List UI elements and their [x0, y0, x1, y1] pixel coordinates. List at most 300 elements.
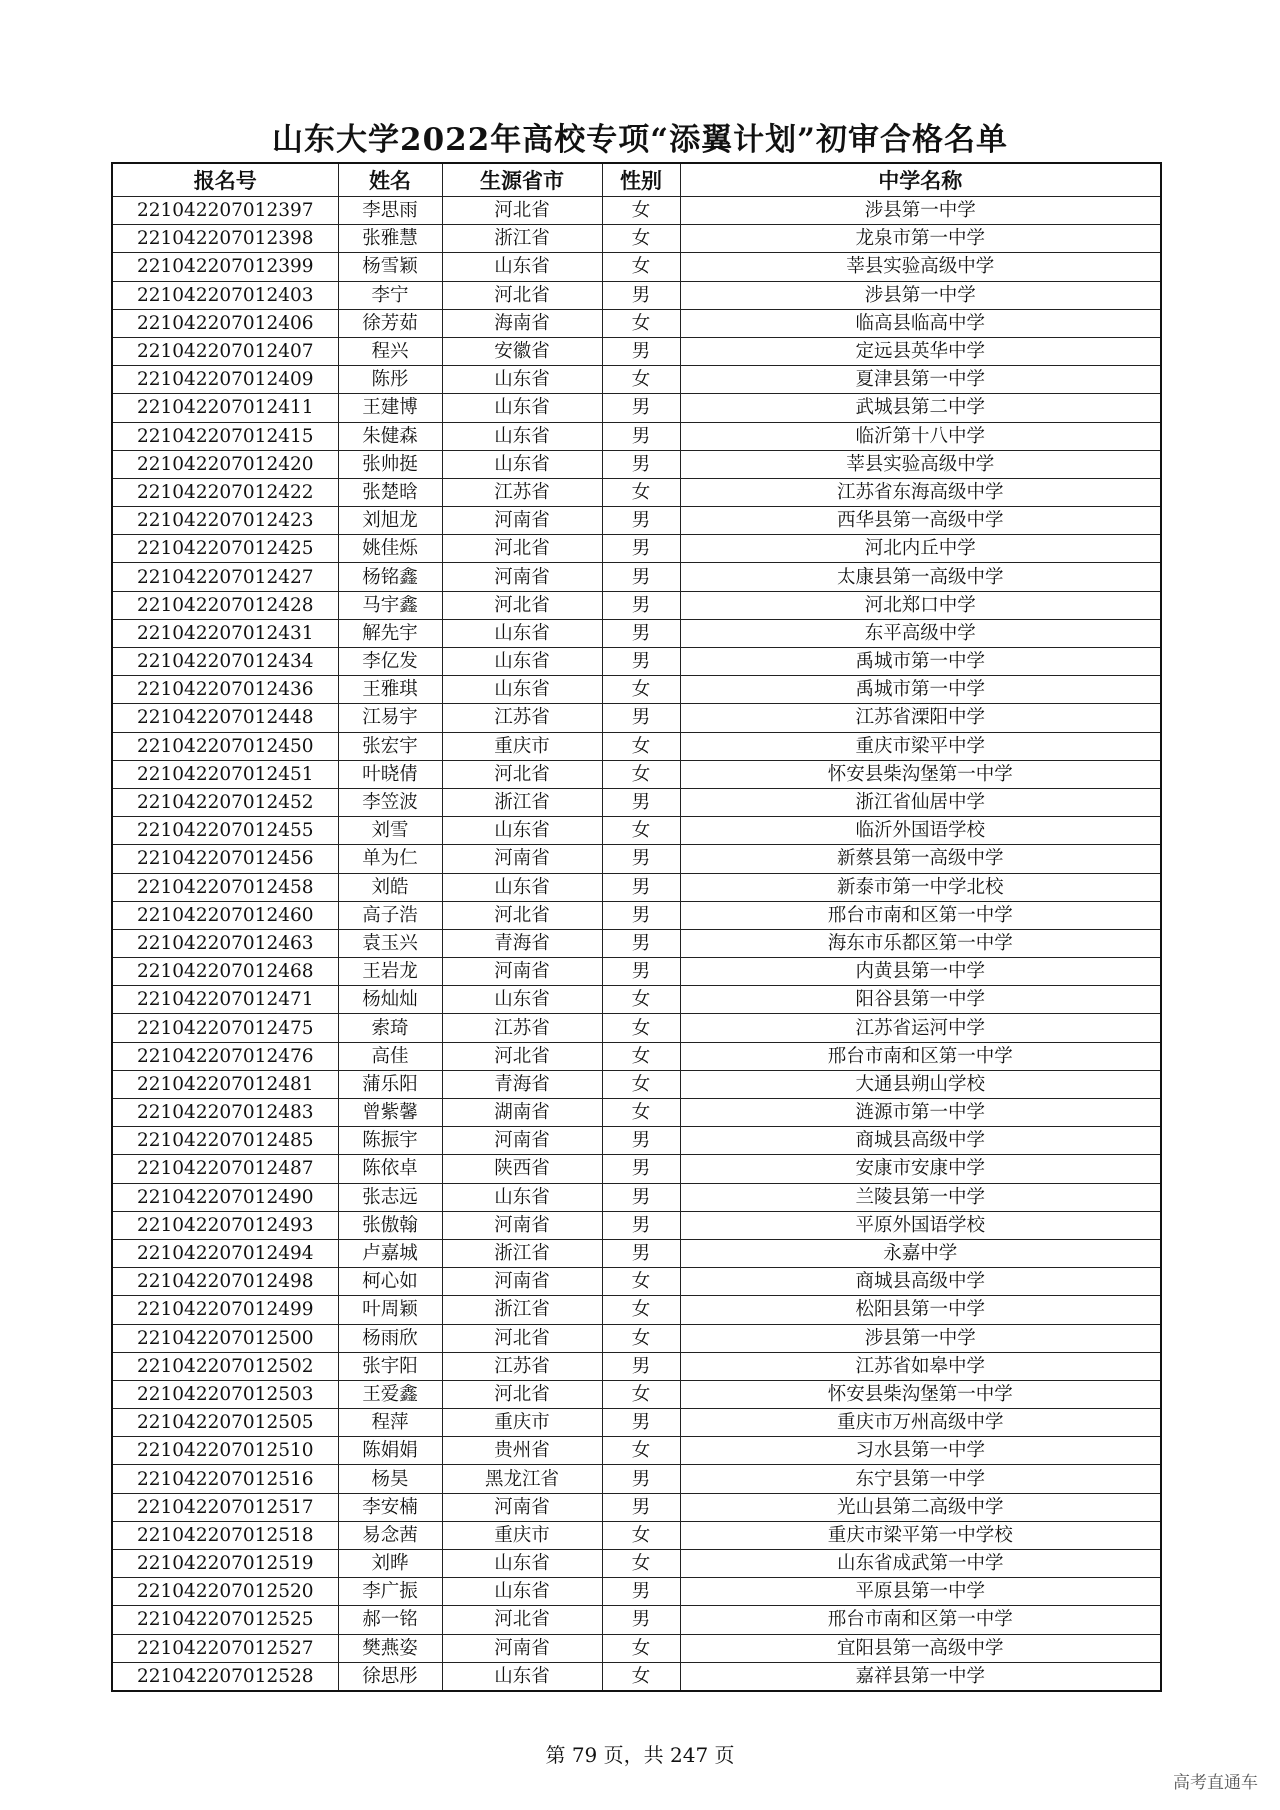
school-cell: 平原外国语学校 — [680, 1211, 1161, 1239]
name-cell: 李亿发 — [338, 648, 442, 676]
table-row — [112, 1042, 1161, 1070]
registration-no-cell: 221042207012493 — [112, 1211, 338, 1239]
school-cell: 莘县实验高级中学 — [680, 450, 1161, 478]
table-row — [112, 1550, 1161, 1578]
registration-no-cell: 221042207012415 — [112, 422, 338, 450]
province-cell: 安徽省 — [442, 337, 602, 365]
table-row — [112, 1099, 1161, 1127]
table-row — [112, 676, 1161, 704]
name-cell: 蒲乐阳 — [338, 1070, 442, 1098]
province-cell: 河南省 — [442, 1127, 602, 1155]
name-cell: 杨铭鑫 — [338, 563, 442, 591]
gender-cell: 女 — [602, 309, 680, 337]
school-cell: 江苏省运河中学 — [680, 1014, 1161, 1042]
school-cell: 习水县第一中学 — [680, 1437, 1161, 1465]
gender-cell: 男 — [602, 1352, 680, 1380]
name-cell: 陈彤 — [338, 366, 442, 394]
gender-cell: 男 — [602, 1211, 680, 1239]
school-cell: 临高县临高中学 — [680, 309, 1161, 337]
school-cell: 安康市安康中学 — [680, 1155, 1161, 1183]
registration-no-cell: 221042207012452 — [112, 788, 338, 816]
name-cell: 王雅琪 — [338, 676, 442, 704]
registration-no-cell: 221042207012463 — [112, 929, 338, 957]
province-cell: 黑龙江省 — [442, 1465, 602, 1493]
name-cell: 张宇阳 — [338, 1352, 442, 1380]
registration-no-cell: 221042207012483 — [112, 1099, 338, 1127]
name-cell: 李宁 — [338, 281, 442, 309]
name-cell: 程萍 — [338, 1409, 442, 1437]
province-cell: 河北省 — [442, 1606, 602, 1634]
school-cell: 邢台市南和区第一中学 — [680, 901, 1161, 929]
registration-no-cell: 221042207012490 — [112, 1183, 338, 1211]
school-cell: 山东省成武第一中学 — [680, 1550, 1161, 1578]
registration-no-cell: 221042207012436 — [112, 676, 338, 704]
gender-cell: 男 — [602, 563, 680, 591]
province-cell: 浙江省 — [442, 1296, 602, 1324]
table-row — [112, 253, 1161, 281]
gender-cell: 男 — [602, 1578, 680, 1606]
province-cell: 河南省 — [442, 845, 602, 873]
table-row — [112, 1183, 1161, 1211]
province-cell: 山东省 — [442, 873, 602, 901]
table-row — [112, 1409, 1161, 1437]
name-cell: 樊燕姿 — [338, 1634, 442, 1662]
school-cell: 浙江省仙居中学 — [680, 788, 1161, 816]
table-row — [112, 929, 1161, 957]
gender-cell: 男 — [602, 1183, 680, 1211]
province-cell: 河南省 — [442, 1268, 602, 1296]
name-cell: 杨雨欣 — [338, 1324, 442, 1352]
gender-cell: 女 — [602, 676, 680, 704]
school-cell: 西华县第一高级中学 — [680, 507, 1161, 535]
school-cell: 永嘉中学 — [680, 1239, 1161, 1267]
table-row — [112, 450, 1161, 478]
school-cell: 禹城市第一中学 — [680, 648, 1161, 676]
table-row — [112, 1521, 1161, 1549]
school-cell: 邢台市南和区第一中学 — [680, 1606, 1161, 1634]
gender-cell: 女 — [602, 366, 680, 394]
registration-no-cell: 221042207012399 — [112, 253, 338, 281]
table-row — [112, 366, 1161, 394]
name-cell: 陈依卓 — [338, 1155, 442, 1183]
gender-cell: 男 — [602, 1127, 680, 1155]
table-header-row — [112, 163, 1161, 197]
gender-cell: 男 — [602, 788, 680, 816]
name-cell: 李安楠 — [338, 1493, 442, 1521]
school-cell: 商城县高级中学 — [680, 1268, 1161, 1296]
table-row — [112, 507, 1161, 535]
name-cell: 易念茜 — [338, 1521, 442, 1549]
table-row — [112, 1437, 1161, 1465]
registration-no-cell: 221042207012398 — [112, 225, 338, 253]
province-cell: 重庆市 — [442, 1521, 602, 1549]
table-row — [112, 337, 1161, 365]
school-cell: 河北郑口中学 — [680, 591, 1161, 619]
province-cell: 山东省 — [442, 619, 602, 647]
gender-cell: 女 — [602, 1550, 680, 1578]
gender-cell: 女 — [602, 1268, 680, 1296]
school-cell: 武城县第二中学 — [680, 394, 1161, 422]
table-row — [112, 1296, 1161, 1324]
gender-cell: 男 — [602, 1493, 680, 1521]
province-cell: 山东省 — [442, 1662, 602, 1691]
gender-cell: 女 — [602, 253, 680, 281]
registration-no-cell: 221042207012481 — [112, 1070, 338, 1098]
candidate-table — [111, 162, 1162, 1692]
table-row — [112, 704, 1161, 732]
table-row — [112, 591, 1161, 619]
province-cell: 河南省 — [442, 958, 602, 986]
table-row — [112, 309, 1161, 337]
name-cell: 李广振 — [338, 1578, 442, 1606]
name-cell: 高佳 — [338, 1042, 442, 1070]
province-cell: 山东省 — [442, 450, 602, 478]
registration-no-cell: 221042207012520 — [112, 1578, 338, 1606]
name-cell: 马宇鑫 — [338, 591, 442, 619]
school-cell: 平原县第一中学 — [680, 1578, 1161, 1606]
gender-cell: 女 — [602, 1324, 680, 1352]
column-header-name: 姓名 — [338, 163, 442, 197]
name-cell: 杨雪颖 — [338, 253, 442, 281]
registration-no-cell: 221042207012485 — [112, 1127, 338, 1155]
school-cell: 江苏省如皋中学 — [680, 1352, 1161, 1380]
registration-no-cell: 221042207012431 — [112, 619, 338, 647]
registration-no-cell: 221042207012456 — [112, 845, 338, 873]
table-row — [112, 901, 1161, 929]
registration-no-cell: 221042207012397 — [112, 197, 338, 225]
table-row — [112, 1324, 1161, 1352]
registration-no-cell: 221042207012434 — [112, 648, 338, 676]
registration-no-cell: 221042207012525 — [112, 1606, 338, 1634]
gender-cell: 男 — [602, 958, 680, 986]
table-row — [112, 1662, 1161, 1691]
school-cell: 怀安县柴沟堡第一中学 — [680, 1380, 1161, 1408]
table-row — [112, 1014, 1161, 1042]
table-row — [112, 1465, 1161, 1493]
province-cell: 山东省 — [442, 1183, 602, 1211]
column-header-registration-no: 报名号 — [112, 163, 338, 197]
school-cell: 涉县第一中学 — [680, 197, 1161, 225]
province-cell: 浙江省 — [442, 788, 602, 816]
registration-no-cell: 221042207012458 — [112, 873, 338, 901]
table-row — [112, 1211, 1161, 1239]
province-cell: 山东省 — [442, 676, 602, 704]
school-cell: 太康县第一高级中学 — [680, 563, 1161, 591]
school-cell: 夏津县第一中学 — [680, 366, 1161, 394]
registration-no-cell: 221042207012406 — [112, 309, 338, 337]
registration-no-cell: 221042207012498 — [112, 1268, 338, 1296]
watermark-text: 高考直通车 — [1173, 1773, 1258, 1793]
name-cell: 徐芳茹 — [338, 309, 442, 337]
registration-no-cell: 221042207012451 — [112, 760, 338, 788]
registration-no-cell: 221042207012428 — [112, 591, 338, 619]
page-title: 山东大学2022年高校专项“添翼计划”初审合格名单 — [272, 122, 1008, 158]
table-row — [112, 1127, 1161, 1155]
name-cell: 杨昊 — [338, 1465, 442, 1493]
registration-no-cell: 221042207012423 — [112, 507, 338, 535]
province-cell: 江苏省 — [442, 1352, 602, 1380]
name-cell: 索琦 — [338, 1014, 442, 1042]
province-cell: 山东省 — [442, 253, 602, 281]
registration-no-cell: 221042207012455 — [112, 817, 338, 845]
name-cell: 张傲翰 — [338, 1211, 442, 1239]
name-cell: 江易宇 — [338, 704, 442, 732]
name-cell: 朱健森 — [338, 422, 442, 450]
registration-no-cell: 221042207012500 — [112, 1324, 338, 1352]
registration-no-cell: 221042207012510 — [112, 1437, 338, 1465]
table-row — [112, 1070, 1161, 1098]
table-row — [112, 563, 1161, 591]
province-cell: 重庆市 — [442, 732, 602, 760]
gender-cell: 女 — [602, 1521, 680, 1549]
name-cell: 姚佳烁 — [338, 535, 442, 563]
name-cell: 张志远 — [338, 1183, 442, 1211]
table-row — [112, 986, 1161, 1014]
registration-no-cell: 221042207012518 — [112, 1521, 338, 1549]
school-cell: 临沂第十八中学 — [680, 422, 1161, 450]
table-row — [112, 1493, 1161, 1521]
gender-cell: 男 — [602, 873, 680, 901]
name-cell: 李思雨 — [338, 197, 442, 225]
school-cell: 松阳县第一中学 — [680, 1296, 1161, 1324]
registration-no-cell: 221042207012468 — [112, 958, 338, 986]
province-cell: 河北省 — [442, 535, 602, 563]
province-cell: 河南省 — [442, 507, 602, 535]
gender-cell: 男 — [602, 591, 680, 619]
province-cell: 河南省 — [442, 1634, 602, 1662]
gender-cell: 女 — [602, 225, 680, 253]
gender-cell: 男 — [602, 281, 680, 309]
gender-cell: 女 — [602, 1296, 680, 1324]
name-cell: 王岩龙 — [338, 958, 442, 986]
province-cell: 河北省 — [442, 281, 602, 309]
gender-cell: 女 — [602, 1634, 680, 1662]
gender-cell: 女 — [602, 986, 680, 1014]
name-cell: 曾紫馨 — [338, 1099, 442, 1127]
registration-no-cell: 221042207012407 — [112, 337, 338, 365]
registration-no-cell: 221042207012425 — [112, 535, 338, 563]
registration-no-cell: 221042207012494 — [112, 1239, 338, 1267]
column-header-province: 生源省市 — [442, 163, 602, 197]
page-number: 第 79 页，共 247 页 — [545, 1743, 735, 1767]
name-cell: 张帅挺 — [338, 450, 442, 478]
table-row — [112, 225, 1161, 253]
gender-cell: 女 — [602, 732, 680, 760]
name-cell: 王爱鑫 — [338, 1380, 442, 1408]
province-cell: 青海省 — [442, 929, 602, 957]
school-cell: 光山县第二高级中学 — [680, 1493, 1161, 1521]
province-cell: 河北省 — [442, 901, 602, 929]
name-cell: 刘旭龙 — [338, 507, 442, 535]
table-row — [112, 1268, 1161, 1296]
province-cell: 山东省 — [442, 817, 602, 845]
registration-no-cell: 221042207012427 — [112, 563, 338, 591]
table-row — [112, 197, 1161, 225]
table-row — [112, 394, 1161, 422]
table-row — [112, 1239, 1161, 1267]
school-cell: 商城县高级中学 — [680, 1127, 1161, 1155]
school-cell: 涉县第一中学 — [680, 281, 1161, 309]
school-cell: 宜阳县第一高级中学 — [680, 1634, 1161, 1662]
gender-cell: 男 — [602, 648, 680, 676]
school-cell: 东宁县第一中学 — [680, 1465, 1161, 1493]
school-cell: 大通县朔山学校 — [680, 1070, 1161, 1098]
gender-cell: 女 — [602, 1437, 680, 1465]
school-cell: 禹城市第一中学 — [680, 676, 1161, 704]
province-cell: 河南省 — [442, 1493, 602, 1521]
school-cell: 邢台市南和区第一中学 — [680, 1042, 1161, 1070]
gender-cell: 男 — [602, 619, 680, 647]
registration-no-cell: 221042207012403 — [112, 281, 338, 309]
gender-cell: 男 — [602, 450, 680, 478]
gender-cell: 男 — [602, 394, 680, 422]
gender-cell: 女 — [602, 1042, 680, 1070]
province-cell: 山东省 — [442, 648, 602, 676]
school-cell: 临沂外国语学校 — [680, 817, 1161, 845]
table-row — [112, 535, 1161, 563]
province-cell: 湖南省 — [442, 1099, 602, 1127]
school-cell: 新泰市第一中学北校 — [680, 873, 1161, 901]
name-cell: 刘雪 — [338, 817, 442, 845]
table-row — [112, 958, 1161, 986]
registration-no-cell: 221042207012519 — [112, 1550, 338, 1578]
province-cell: 河南省 — [442, 1211, 602, 1239]
name-cell: 张宏宇 — [338, 732, 442, 760]
province-cell: 海南省 — [442, 309, 602, 337]
registration-no-cell: 221042207012460 — [112, 901, 338, 929]
province-cell: 陕西省 — [442, 1155, 602, 1183]
name-cell: 卢嘉城 — [338, 1239, 442, 1267]
registration-no-cell: 221042207012420 — [112, 450, 338, 478]
province-cell: 江苏省 — [442, 704, 602, 732]
province-cell: 浙江省 — [442, 225, 602, 253]
gender-cell: 女 — [602, 1070, 680, 1098]
gender-cell: 男 — [602, 929, 680, 957]
table-row — [112, 1155, 1161, 1183]
name-cell: 单为仁 — [338, 845, 442, 873]
school-cell: 涉县第一中学 — [680, 1324, 1161, 1352]
gender-cell: 男 — [602, 1409, 680, 1437]
school-cell: 怀安县柴沟堡第一中学 — [680, 760, 1161, 788]
school-cell: 河北内丘中学 — [680, 535, 1161, 563]
gender-cell: 男 — [602, 337, 680, 365]
school-cell: 重庆市梁平第一中学校 — [680, 1521, 1161, 1549]
province-cell: 山东省 — [442, 986, 602, 1014]
school-cell: 重庆市万州高级中学 — [680, 1409, 1161, 1437]
table-row — [112, 619, 1161, 647]
gender-cell: 男 — [602, 422, 680, 450]
province-cell: 青海省 — [442, 1070, 602, 1098]
registration-no-cell: 221042207012422 — [112, 478, 338, 506]
province-cell: 河南省 — [442, 563, 602, 591]
province-cell: 山东省 — [442, 422, 602, 450]
school-cell: 兰陵县第一中学 — [680, 1183, 1161, 1211]
province-cell: 山东省 — [442, 1550, 602, 1578]
registration-no-cell: 221042207012450 — [112, 732, 338, 760]
name-cell: 陈娟娟 — [338, 1437, 442, 1465]
school-cell: 内黄县第一中学 — [680, 958, 1161, 986]
table-row — [112, 1578, 1161, 1606]
table-row — [112, 1606, 1161, 1634]
school-cell: 涟源市第一中学 — [680, 1099, 1161, 1127]
table-row — [112, 732, 1161, 760]
table-row — [112, 1380, 1161, 1408]
gender-cell: 男 — [602, 1239, 680, 1267]
name-cell: 陈振宇 — [338, 1127, 442, 1155]
table-row — [112, 788, 1161, 816]
school-cell: 嘉祥县第一中学 — [680, 1662, 1161, 1691]
name-cell: 袁玉兴 — [338, 929, 442, 957]
gender-cell: 女 — [602, 197, 680, 225]
province-cell: 山东省 — [442, 394, 602, 422]
province-cell: 河北省 — [442, 591, 602, 619]
column-header-gender: 性别 — [602, 163, 680, 197]
gender-cell: 女 — [602, 760, 680, 788]
gender-cell: 女 — [602, 1662, 680, 1691]
registration-no-cell: 221042207012476 — [112, 1042, 338, 1070]
gender-cell: 男 — [602, 1465, 680, 1493]
registration-no-cell: 221042207012411 — [112, 394, 338, 422]
school-cell: 重庆市梁平中学 — [680, 732, 1161, 760]
name-cell: 张雅慧 — [338, 225, 442, 253]
gender-cell: 男 — [602, 535, 680, 563]
province-cell: 江苏省 — [442, 478, 602, 506]
name-cell: 徐思彤 — [338, 1662, 442, 1691]
name-cell: 刘皓 — [338, 873, 442, 901]
table-row — [112, 1634, 1161, 1662]
table-row — [112, 648, 1161, 676]
province-cell: 浙江省 — [442, 1239, 602, 1267]
name-cell: 叶晓倩 — [338, 760, 442, 788]
table-row — [112, 845, 1161, 873]
name-cell: 张楚晗 — [338, 478, 442, 506]
name-cell: 柯心如 — [338, 1268, 442, 1296]
province-cell: 江苏省 — [442, 1014, 602, 1042]
school-cell: 龙泉市第一中学 — [680, 225, 1161, 253]
name-cell: 程兴 — [338, 337, 442, 365]
school-cell: 江苏省溧阳中学 — [680, 704, 1161, 732]
column-header-school: 中学名称 — [680, 163, 1161, 197]
gender-cell: 女 — [602, 1380, 680, 1408]
province-cell: 河北省 — [442, 197, 602, 225]
registration-no-cell: 221042207012475 — [112, 1014, 338, 1042]
gender-cell: 女 — [602, 1099, 680, 1127]
registration-no-cell: 221042207012503 — [112, 1380, 338, 1408]
name-cell: 刘晔 — [338, 1550, 442, 1578]
registration-no-cell: 221042207012528 — [112, 1662, 338, 1691]
gender-cell: 男 — [602, 845, 680, 873]
registration-no-cell: 221042207012487 — [112, 1155, 338, 1183]
province-cell: 河北省 — [442, 760, 602, 788]
gender-cell: 男 — [602, 704, 680, 732]
name-cell: 解先宇 — [338, 619, 442, 647]
table-row — [112, 760, 1161, 788]
name-cell: 王建博 — [338, 394, 442, 422]
province-cell: 河北省 — [442, 1324, 602, 1352]
registration-no-cell: 221042207012502 — [112, 1352, 338, 1380]
gender-cell: 男 — [602, 1606, 680, 1634]
name-cell: 李笠波 — [338, 788, 442, 816]
table-row — [112, 281, 1161, 309]
gender-cell: 女 — [602, 478, 680, 506]
table-row — [112, 817, 1161, 845]
table-row — [112, 873, 1161, 901]
registration-no-cell: 221042207012527 — [112, 1634, 338, 1662]
table-row — [112, 478, 1161, 506]
province-cell: 山东省 — [442, 1578, 602, 1606]
province-cell: 山东省 — [442, 366, 602, 394]
school-cell: 新蔡县第一高级中学 — [680, 845, 1161, 873]
